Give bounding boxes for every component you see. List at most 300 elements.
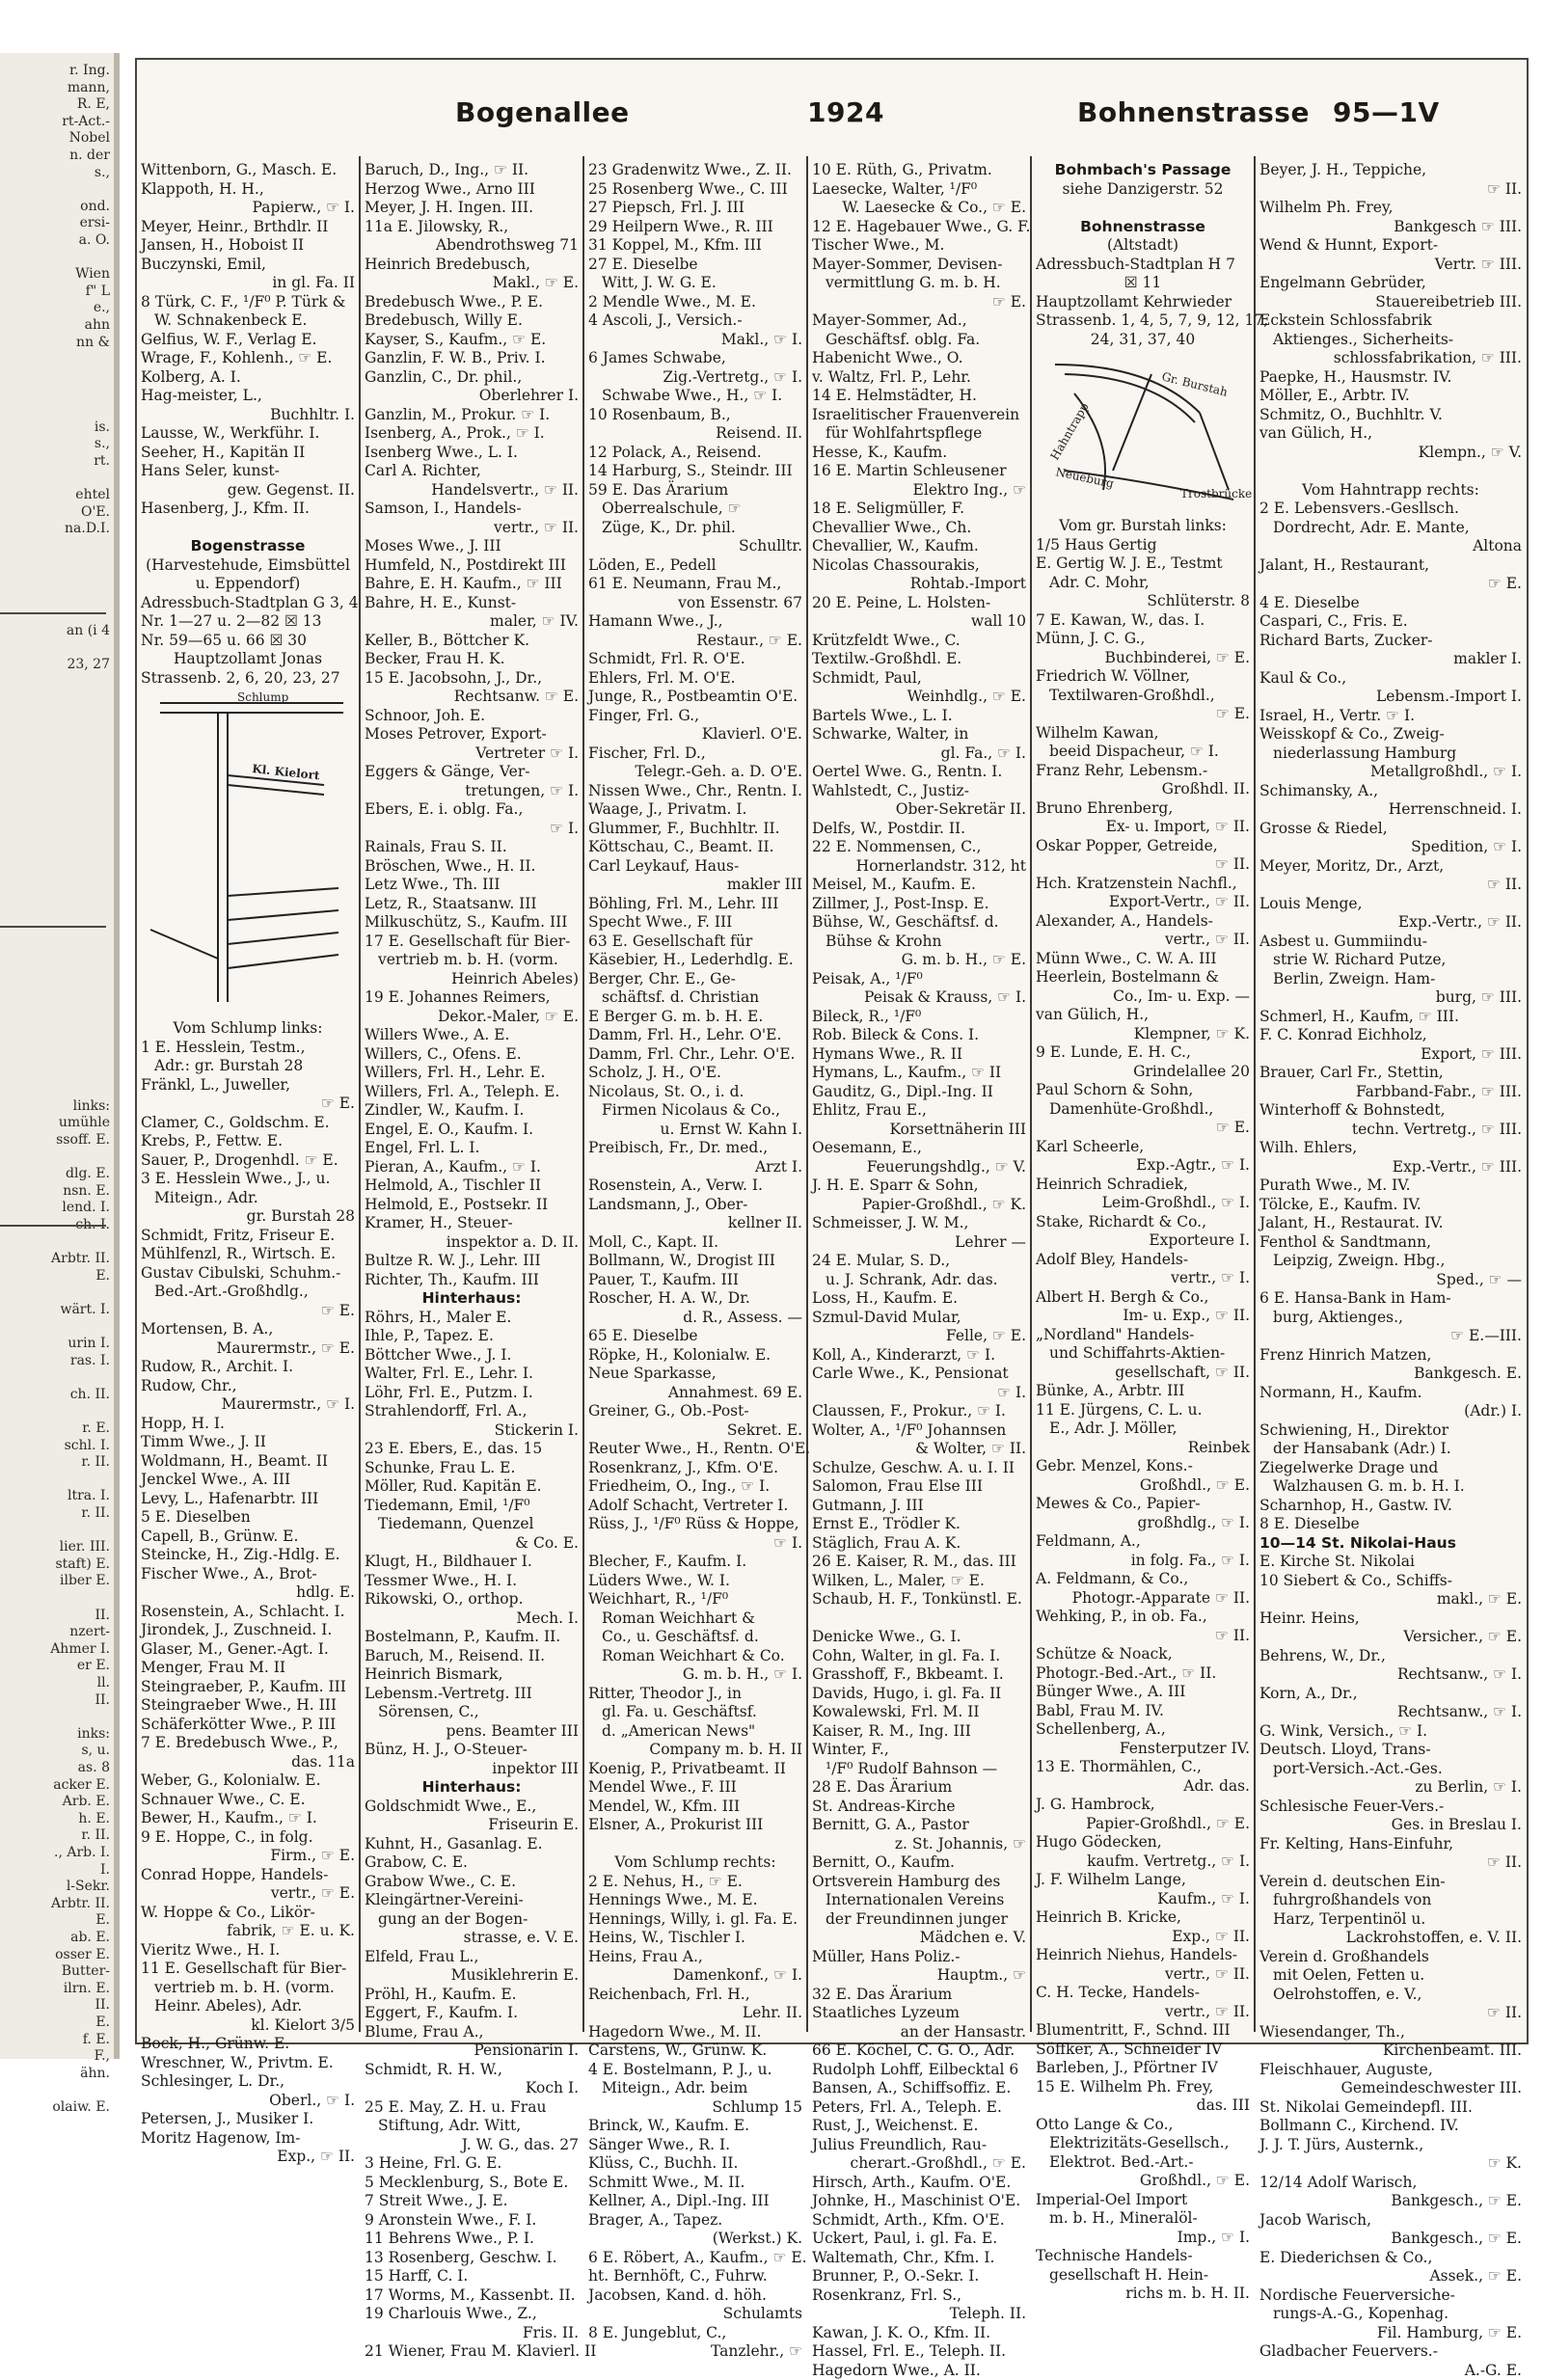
directory-entry: Jalant, H., Restaurant,: [1259, 556, 1522, 576]
directory-entry: (Werkst.) K.: [588, 2230, 802, 2249]
margin-fragment: ersi-: [2, 215, 110, 230]
directory-entry: Schnauer Wwe., C. E.: [141, 1791, 355, 1810]
directory-entry: ☞ E.: [141, 1302, 355, 1321]
directory-entry: Papier-Großhdl., ☞ K.: [812, 1196, 1026, 1215]
directory-entry: Blume, Frau A.,: [365, 2023, 579, 2042]
directory-entry: Musiklehrerin E.: [365, 1966, 579, 1986]
directory-entry: Exporteure I.: [1036, 1231, 1250, 1251]
directory-entry: Ganzlin, M., Prokur. ☞ I.: [365, 406, 579, 425]
directory-entry: Weichhart, R., ¹/F⁰: [588, 1590, 802, 1609]
directory-entry: Tanzlehr., ☞: [588, 2342, 802, 2362]
directory-entry: Spedition, ☞ I.: [1259, 838, 1522, 857]
directory-entry: Peters, Frl. A., Teleph. E.: [812, 2098, 1026, 2118]
margin-fragment: [2, 809, 110, 825]
directory-entry: Uckert, Paul, i. gl. Fa. E.: [812, 2230, 1026, 2249]
directory-entry: niederlassung Hamburg: [1259, 744, 1522, 764]
directory-entry: Bröschen, Wwe., H. II.: [365, 857, 579, 877]
directory-entry: Keller, B., Böttcher K.: [365, 632, 579, 651]
directory-entry: 2 E. Lebensvers.-Gesllsch.: [1259, 500, 1522, 519]
directory-entry: Hag-meister, L.,: [141, 387, 355, 406]
directory-entry: Walzhausen G. m. b. H. I.: [1259, 1477, 1522, 1497]
directory-entry: Verein d. deutschen Ein-: [1259, 1873, 1522, 1892]
directory-entry: Greiner, G., Ob.-Post-: [588, 1402, 802, 1421]
directory-entry: 10 Rosenbaum, B.,: [588, 406, 802, 425]
directory-entry: Stickerin I.: [365, 1421, 579, 1441]
directory-entry: Frenz Hinrich Matzen,: [1259, 1346, 1522, 1366]
directory-entry: Waage, J., Privatm. I.: [588, 800, 802, 820]
margin-fragment: s, u.: [2, 1743, 110, 1758]
directory-entry: Eckstein Schlossfabrik: [1259, 311, 1522, 331]
directory-entry: Bankgesch., ☞ E.: [1259, 2230, 1522, 2249]
directory-entry: 2 Mendle Wwe., M. E.: [588, 293, 802, 312]
directory-entry: v. Waltz, Frl. P., Lehr.: [812, 368, 1026, 388]
directory-entry: Milkuschütz, S., Kaufm. III: [365, 913, 579, 933]
directory-entry: Stauereibetrieb III.: [1259, 293, 1522, 312]
directory-entry: Jacobsen, Kand. d. höh.: [588, 2286, 802, 2306]
directory-entry: Schlesinger, L. Dr.,: [141, 2072, 355, 2092]
directory-entry: 17 Worms, M., Kassenbt. II.: [365, 2286, 579, 2306]
directory-entry: Schulamts: [588, 2305, 802, 2324]
directory-entry: 3 E. Hesslein Wwe., J., u.: [141, 1170, 355, 1189]
directory-entry: inpektor III: [365, 1760, 579, 1779]
margin-fragment: l-Sekr.: [2, 1879, 110, 1894]
directory-entry: Aktienges., Sicherheits-: [1259, 331, 1522, 350]
directory-entry: Chevallier Wwe., Ch.: [812, 519, 1026, 538]
directory-entry: Sänger Wwe., R. I.: [588, 2136, 802, 2155]
margin-fragment: [2, 1472, 110, 1487]
directory-entry: Kayser, S., Kaufm., ☞ E.: [365, 331, 579, 350]
directory-entry: für Wohlfahrtspflege: [812, 424, 1026, 444]
directory-entry: Gustav Cibulski, Schuhm.-: [141, 1264, 355, 1284]
directory-entry: Schmidt, Frl. R. O'E.: [588, 650, 802, 669]
directory-entry: Rikowski, O., orthop.: [365, 1590, 579, 1609]
directory-entry: Vom Schlump rechts:: [588, 1853, 802, 1873]
directory-entry: J. F. Wilhelm Lange,: [1036, 1871, 1250, 1890]
directory-entry: beeid Dispacheur, ☞ I.: [1036, 743, 1250, 762]
directory-entry: Delfs, W., Postdir. II.: [812, 820, 1026, 839]
directory-entry: Weisskopf & Co., Zweig-: [1259, 725, 1522, 744]
directory-page: [135, 58, 1529, 2044]
directory-entry: Bankgesch., ☞ E.: [1259, 2192, 1522, 2211]
directory-entry: Schaub, H. F., Tonkünstl. E.: [812, 1590, 1026, 1609]
map-label: Hahntrapp: [1047, 400, 1091, 463]
directory-entry: Buchhltr. I.: [141, 406, 355, 425]
directory-entry: Elektro Ing., ☞: [812, 481, 1026, 500]
directory-entry: Ganzlin, C., Dr. phil.,: [365, 368, 579, 388]
directory-entry: Maurermstr., ☞ I.: [141, 1395, 355, 1415]
directory-entry: Böhling, Frl. M., Lehr. III: [588, 895, 802, 914]
directory-entry: Jansen, H., Hoboist II: [141, 236, 355, 256]
column-rule: [1030, 156, 1032, 2032]
margin-fragment: [2, 1064, 110, 1079]
directory-entry: Mech. I.: [365, 1609, 579, 1629]
directory-entry: Schmeisser, J. W. M.,: [812, 1214, 1026, 1233]
directory-entry: Nissen Wwe., Chr., Rentn. I.: [588, 782, 802, 801]
directory-entry: C. H. Tecke, Handels-: [1036, 1984, 1250, 2003]
directory-entry: Rudolph Lohff, Eilbecktal 6: [812, 2061, 1026, 2080]
margin-fragment: [2, 1047, 110, 1063]
directory-entry: Jenckel Wwe., A. III: [141, 1471, 355, 1490]
directory-entry: Carstens, W., Grünw. K.: [588, 2042, 802, 2061]
directory-entry: Ortsverein Hamburg des: [812, 1873, 1026, 1892]
directory-entry: Rosenkranz, J., Kfm. O'E.: [588, 1459, 802, 1478]
directory-entry: Moses Petrover, Export-: [365, 725, 579, 744]
directory-entry: Isenberg Wwe., L. I.: [365, 444, 579, 463]
directory-entry: Klempn., ☞ V.: [1259, 444, 1522, 463]
directory-entry: Helmold, A., Tischler II: [365, 1176, 579, 1196]
directory-entry: Preibisch, Fr., Dr. med.,: [588, 1139, 802, 1158]
street-plan-bohnenstrasse: [1036, 355, 1248, 509]
directory-entry: Kramer, H., Steuer-: [365, 1214, 579, 1233]
directory-entry: Company m. b. H. II: [588, 1741, 802, 1760]
directory-entry: Meyer, Moritz, Dr., Arzt,: [1259, 857, 1522, 877]
directory-entry: Lüders Wwe., W. I.: [588, 1572, 802, 1591]
directory-entry: Salomon, Frau Else III: [812, 1477, 1026, 1497]
margin-fragment: [2, 1403, 110, 1419]
directory-entry: Sped., ☞ —: [1259, 1271, 1522, 1290]
street-line: [150, 930, 218, 959]
directory-entry: Pröhl, H., Kaufm. E.: [365, 1986, 579, 2005]
directory-entry: Sauer, P., Drogenhdl. ☞ E.: [141, 1151, 355, 1171]
directory-entry: 25 Rosenberg Wwe., C. III: [588, 180, 802, 200]
margin-fragment: [2, 844, 110, 859]
directory-entry: Export, ☞ III.: [1259, 1045, 1522, 1065]
margin-fragment: R. E,: [2, 96, 110, 112]
directory-entry: vertr., ☞ II.: [1036, 1965, 1250, 1985]
directory-entry: kellner II.: [588, 1214, 802, 1233]
directory-entry: Söffker, A., Schneider IV: [1036, 2041, 1250, 2060]
directory-entry: Beyer, J. H., Teppiche,: [1259, 161, 1522, 180]
directory-entry: Hch. Kratzenstein Nachfl.,: [1036, 875, 1250, 894]
directory-entry: Jirondek, J., Zuschneid. I.: [141, 1621, 355, 1640]
directory-entry: Wrage, F., Kohlenh., ☞ E.: [141, 349, 355, 368]
directory-entry: Mewes & Co., Papier-: [1036, 1495, 1250, 1514]
margin-fragment: Wien: [2, 266, 110, 282]
directory-entry: Eggers & Gänge, Ver-: [365, 763, 579, 782]
directory-entry: Kleingärtner-Vereini-: [365, 1891, 579, 1910]
directory-entry: vertr., ☞ E.: [141, 1884, 355, 1904]
directory-entry: Hamann Wwe., J.,: [588, 612, 802, 632]
margin-fragment: r. Ing.: [2, 63, 110, 78]
margin-fragment: inks:: [2, 1726, 110, 1742]
margin-fragment: r. II.: [2, 1505, 110, 1521]
directory-entry: Fenthol & Sandtmann,: [1259, 1233, 1522, 1253]
directory-entry: Staatliches Lyzeum: [812, 2004, 1026, 2023]
directory-entry: Grabow, C. E.: [365, 1853, 579, 1873]
directory-entry: burg, ☞ III.: [1259, 988, 1522, 1008]
directory-entry: 14 E. Helmstädter, H.: [812, 387, 1026, 406]
column-rule: [359, 156, 361, 2032]
directory-entry: Reinbek: [1036, 1439, 1250, 1458]
directory-entry: Kellner, A., Dipl.-Ing. III: [588, 2192, 802, 2211]
directory-entry: Hinterhaus:: [365, 1778, 579, 1798]
margin-fragment: ch. I.: [2, 1217, 110, 1232]
directory-entry: Köttschau, C., Beamt. II.: [588, 838, 802, 857]
margin-fragment: [2, 470, 110, 485]
directory-entry: Großhdl., ☞ E.: [1036, 2172, 1250, 2191]
directory-entry: u. J. Schrank, Adr. das.: [812, 1271, 1026, 1290]
directory-entry: Szmul-David Mular,: [812, 1309, 1026, 1328]
directory-entry: Normann, H., Kaufm.: [1259, 1384, 1522, 1403]
directory-entry: vertr., ☞ II.: [1036, 931, 1250, 950]
directory-entry: Paepke, H., Hausmstr. IV.: [1259, 368, 1522, 388]
directory-entry: Wahlstedt, C., Justiz-: [812, 782, 1026, 801]
directory-entry: ☞ E.: [1036, 705, 1250, 724]
directory-entry: Lackrohstoffen, e. V. II.: [1259, 1929, 1522, 1948]
directory-entry: Im- u. Exp., ☞ II.: [1036, 1307, 1250, 1326]
directory-entry: Möller, E., Arbtr. IV.: [1259, 387, 1522, 406]
directory-entry: Meyer, J. H. Ingen. III.: [365, 199, 579, 218]
directory-entry: Elsner, A., Prokurist III: [588, 1816, 802, 1835]
directory-entry: Mayer-Sommer, Devisen-: [812, 256, 1026, 275]
directory-entry: 10 Siebert & Co., Schiffs-: [1259, 1572, 1522, 1591]
margin-fragment: [2, 1709, 110, 1724]
directory-column-6: [1259, 161, 1522, 2032]
directory-entry: Glummer, F., Buchhltr. II.: [588, 820, 802, 839]
directory-entry: Ziegelwerke Drage und: [1259, 1459, 1522, 1478]
directory-entry: Klavierl. O'E.: [588, 725, 802, 744]
directory-entry: Koch I.: [365, 2079, 579, 2098]
margin-street-plan-line: [0, 1225, 106, 1227]
directory-entry: Assek., ☞ E.: [1259, 2267, 1522, 2286]
directory-entry: 1 E. Hesslein, Testm.,: [141, 1039, 355, 1058]
directory-entry: Bünger Wwe., A. III: [1036, 1683, 1250, 1702]
directory-entry: Hennings, Willy, i. gl. Fa. E.: [588, 1910, 802, 1930]
directory-entry: Ritter, Theodor J., in: [588, 1685, 802, 1704]
street-line: [228, 910, 338, 920]
directory-entry: burg, Aktienges.,: [1259, 1309, 1522, 1328]
directory-entry: Buchbinderei, ☞ E.: [1036, 649, 1250, 668]
margin-fragment: ilrn. E.: [2, 1981, 110, 1996]
margin-fragment: [2, 724, 110, 740]
directory-entry: Buczynski, Emil,: [141, 256, 355, 275]
directory-entry: E. Kirche St. Nikolai: [1259, 1553, 1522, 1572]
margin-fragment: ras. I.: [2, 1353, 110, 1368]
directory-entry: 2 E. Nehus, H., ☞ E.: [588, 1873, 802, 1892]
margin-fragment: Butter-: [2, 1963, 110, 1979]
directory-entry: ☞ I.: [365, 820, 579, 839]
directory-entry: Adr. das.: [1036, 1777, 1250, 1797]
directory-entry: 11 E. Gesellschaft für Bier-: [141, 1960, 355, 1979]
directory-entry: Rechtsanw. ☞ E.: [365, 688, 579, 707]
directory-entry: Bünz, H. J., O-Steuer-: [365, 1741, 579, 1760]
directory-entry: Altona: [1259, 537, 1522, 556]
directory-entry: Bankgesch. E.: [1259, 1365, 1522, 1384]
margin-fragment: O'E.: [2, 504, 110, 520]
directory-entry: schäftsf. d. Christian: [588, 988, 802, 1008]
directory-entry: 11 Behrens Wwe., P. I.: [365, 2230, 579, 2249]
margin-fragment: [2, 690, 110, 706]
directory-entry: Moll, C., Kapt. II.: [588, 1233, 802, 1253]
running-head-year: 1924: [807, 96, 884, 128]
margin-fragment: rt.: [2, 453, 110, 469]
directory-entry: Böttcher Wwe., J. I.: [365, 1346, 579, 1366]
directory-entry: Hagedorn Wwe., M. II.: [588, 2023, 802, 2042]
directory-entry: d. R., Assess. —: [588, 1309, 802, 1328]
directory-entry: großhdlg., ☞ I.: [1036, 1514, 1250, 1533]
directory-entry: Handelsvertr., ☞ II.: [365, 481, 579, 500]
margin-fragment: r. E.: [2, 1420, 110, 1436]
directory-entry: Papier-Großhdl., ☞ E.: [1036, 1815, 1250, 1834]
directory-entry: Rechtsanw., ☞ I.: [1259, 1703, 1522, 1722]
directory-entry: 59 E. Das Ärarium: [588, 481, 802, 500]
directory-entry: Lehr. II.: [588, 2004, 802, 2023]
directory-entry: Hymans, L., Kaufm., ☞ II: [812, 1064, 1026, 1083]
directory-entry: Fleischhauer, Auguste,: [1259, 2061, 1522, 2080]
directory-entry: Franz Rehr, Lebensm.-: [1036, 762, 1250, 781]
directory-entry: Telegr.-Geh. a. D. O'E.: [588, 763, 802, 782]
directory-entry: Annahmest. 69 E.: [588, 1384, 802, 1403]
directory-entry: Roman Weichhart & Co.: [588, 1647, 802, 1666]
margin-fragment: ltra. I.: [2, 1488, 110, 1503]
directory-entry: Textilw.-Großhdl. E.: [812, 650, 1026, 669]
directory-entry: Rosenkranz, Frl. S.,: [812, 2286, 1026, 2306]
directory-entry: Heinrich Bismark,: [365, 1665, 579, 1685]
margin-fragment: e.,: [2, 300, 110, 315]
directory-entry: Hymans Wwe., R. II: [812, 1045, 1026, 1065]
directory-entry: A.-G. E.: [1259, 2362, 1522, 2380]
directory-entry: [1259, 462, 1522, 481]
directory-entry: Otto Lange & Co.,: [1036, 2116, 1250, 2135]
margin-fragment: schl. I.: [2, 1438, 110, 1453]
directory-entry: 12 E. Hagebauer Wwe., G. F.: [812, 218, 1026, 237]
directory-entry: Peisak, A., ¹/F⁰: [812, 970, 1026, 989]
directory-entry: Conrad Hoppe, Handels-: [141, 1866, 355, 1885]
margin-fragment: links:: [2, 1098, 110, 1114]
directory-entry: Klugt, H., Bildhauer I.: [365, 1553, 579, 1572]
margin-fragment: F.,: [2, 2048, 110, 2064]
directory-entry: vermittlung G. m. b. H.: [812, 274, 1026, 293]
directory-entry: Ebers, E. i. oblg. Fa.,: [365, 800, 579, 820]
directory-entry: Wilken, L., Maler, ☞ E.: [812, 1572, 1026, 1591]
directory-entry: Bühse & Krohn: [812, 933, 1026, 952]
directory-entry: 18 E. Seligmüller, F.: [812, 500, 1026, 519]
directory-entry: Ganzlin, F. W. B., Priv. I.: [365, 349, 579, 368]
directory-entry: Maurermstr., ☞ E.: [141, 1339, 355, 1359]
margin-fragment: [2, 1369, 110, 1385]
directory-entry: Elfeld, Frau L.,: [365, 1948, 579, 1967]
directory-entry: Bünke, A., Arbtr. III: [1036, 1382, 1250, 1401]
directory-entry: Oelrohstoffen, e. V.,: [1259, 1986, 1522, 2005]
margin-fragment: [2, 826, 110, 842]
directory-entry: Adressbuch-Stadtplan G 3, 4: [141, 594, 355, 613]
directory-entry: Seeher, H., Kapitän II: [141, 444, 355, 463]
directory-entry: siehe Danzigerstr. 52: [1036, 180, 1250, 200]
margin-fragment: rt-Act.-: [2, 114, 110, 129]
directory-entry: 27 Piepsch, Frl. J. III: [588, 199, 802, 218]
directory-entry: Schmidt, R. H. W.,: [365, 2061, 579, 2080]
directory-entry: 21 Wiener, Frau M. Klavierl. II: [365, 2342, 579, 2362]
directory-entry: ☞ II.: [1259, 876, 1522, 895]
margin-fragment: ahn: [2, 317, 110, 333]
directory-entry: Carl A. Richter,: [365, 462, 579, 481]
directory-entry: 15 E. Jacobsohn, J., Dr.,: [365, 669, 579, 689]
running-head-right: Bohnenstrasse: [1077, 96, 1310, 128]
directory-entry: Scharnhop, H., Gastw. IV.: [1259, 1497, 1522, 1516]
directory-entry: ☞ II.: [1259, 180, 1522, 200]
directory-entry: Baruch, M., Reisend. II.: [365, 1647, 579, 1666]
directory-entry: 19 Charlouis Wwe., Z.,: [365, 2305, 579, 2324]
directory-entry: in folg. Fa., ☞ I.: [1036, 1552, 1250, 1571]
directory-entry: Fris. II.: [365, 2324, 579, 2343]
directory-entry: Scholz, J. H., O'E.: [588, 1064, 802, 1083]
margin-fragment: Ahmer I.: [2, 1641, 110, 1657]
margin-fragment: as. 8: [2, 1760, 110, 1775]
directory-entry: ☞ II.: [1259, 2004, 1522, 2023]
directory-entry: Nordische Feuerversiche-: [1259, 2286, 1522, 2306]
directory-entry: 28 E. Das Ärarium: [812, 1778, 1026, 1798]
directory-entry: Geschäftsf. oblg. Fa.: [812, 331, 1026, 350]
directory-entry: 15 E. Wilhelm Ph. Frey,: [1036, 2078, 1250, 2097]
directory-entry: Schmidt, Fritz, Friseur E.: [141, 1227, 355, 1246]
directory-entry: Ehlers, Frl. M. O'E.: [588, 669, 802, 689]
directory-entry: Kolberg, A. I.: [141, 368, 355, 388]
directory-entry: Gauditz, G., Dipl.-Ing. II: [812, 1083, 1026, 1102]
street-line: [228, 955, 338, 968]
directory-entry: Glaser, M., Gener.-Agt. I.: [141, 1640, 355, 1660]
directory-entry: 12 Polack, A., Reisend.: [588, 444, 802, 463]
directory-column-5: [1036, 161, 1250, 2032]
directory-entry: ☞ E.—III.: [1259, 1327, 1522, 1346]
directory-entry: [812, 1609, 1026, 1629]
margin-fragment: Arb. E.: [2, 1794, 110, 1809]
directory-entry: Tessmer Wwe., H. I.: [365, 1572, 579, 1591]
directory-entry: Kuhnt, H., Gasanlag. E.: [365, 1835, 579, 1854]
directory-entry: Hesse, K., Kaufm.: [812, 444, 1026, 463]
directory-entry: Müller, Hans Poliz.-: [812, 1948, 1026, 1967]
directory-entry: Heinrich Bredebusch,: [365, 256, 579, 275]
margin-fragment: [2, 385, 110, 400]
directory-entry: 9 Aronstein Wwe., F. I.: [365, 2211, 579, 2231]
directory-entry: Röpke, H., Kolonialw. E.: [588, 1346, 802, 1366]
directory-entry: Bahre, H. E., Kunst-: [365, 594, 579, 613]
directory-entry: Imp., ☞ I.: [1036, 2229, 1250, 2248]
directory-entry: Caspari, C., Fris. E.: [1259, 612, 1522, 632]
directory-entry: Winter, F.,: [812, 1741, 1026, 1760]
margin-fragment: II.: [2, 1608, 110, 1623]
directory-entry: Lehrer —: [812, 1233, 1026, 1253]
directory-entry: Krützfeldt Wwe., C.: [812, 632, 1026, 651]
directory-entry: Hirsch, Arth., Kaufm. O'E.: [812, 2174, 1026, 2193]
directory-entry: Imperial-Oel Import: [1036, 2191, 1250, 2210]
directory-entry: Lebensm.-Vertretg. III: [365, 1685, 579, 1704]
street-plan-bogenstrasse: [141, 693, 353, 1012]
directory-entry: Grasshoff, F., Bkbeamt. I.: [812, 1665, 1026, 1685]
margin-fragment: h. E.: [2, 1811, 110, 1826]
directory-entry: Fr. Kelting, Hans-Einfuhr,: [1259, 1835, 1522, 1854]
directory-entry: Schnoor, Joh. E.: [365, 707, 579, 726]
directory-entry: Exp., ☞ II.: [1036, 1928, 1250, 1947]
directory-entry: 24, 31, 37, 40: [1036, 331, 1250, 350]
directory-entry: Friedrich W. Völlner,: [1036, 667, 1250, 687]
directory-entry: Heins, W., Tischler I.: [588, 1929, 802, 1948]
directory-entry: Lausse, W., Werkführ. I.: [141, 424, 355, 444]
directory-entry: Großhdl., ☞ E.: [1036, 1476, 1250, 1496]
directory-entry: Mädchen e. V.: [812, 1929, 1026, 1948]
margin-fragment: [2, 554, 110, 570]
directory-entry: Photogr.-Bed.-Art., ☞ II.: [1036, 1664, 1250, 1684]
margin-fragment: ssoff. E.: [2, 1132, 110, 1148]
directory-entry: Gutmann, J. III: [812, 1497, 1026, 1516]
directory-entry: Bewer, H., Kaufm., ☞ I.: [141, 1809, 355, 1828]
directory-entry: ☞ K.: [1259, 2154, 1522, 2174]
directory-entry: Deutsch. Lloyd, Trans-: [1259, 1741, 1522, 1760]
directory-entry: vertrieb m. b. H. (vorm.: [365, 951, 579, 970]
map-label-kielort: Kl. Kielort: [252, 762, 321, 782]
directory-entry: Gebr. Menzel, Kons.-: [1036, 1457, 1250, 1476]
directory-entry: Hagedorn Wwe., A. II.: [812, 2362, 1026, 2380]
directory-entry: Vom gr. Burstah links:: [1036, 517, 1250, 536]
